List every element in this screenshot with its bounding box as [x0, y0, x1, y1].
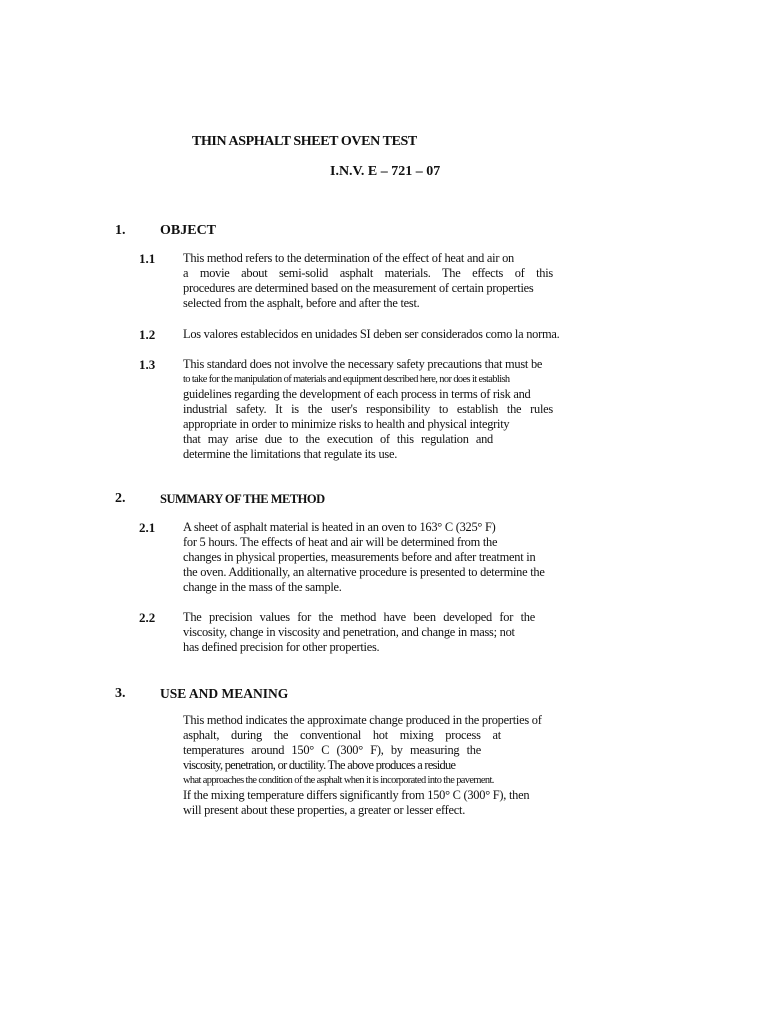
section-title: SUMMARY OF THE METHOD — [160, 492, 325, 506]
section-number: 2. — [115, 491, 126, 506]
subsection-number: 1.3 — [139, 357, 156, 372]
paragraph-line: This method indicates the approximate change produced in the properties of — [183, 713, 542, 727]
section-title: USE AND MEANING — [160, 686, 289, 701]
paragraph-line: Los valores establecidos en unidades SI deben ser considerados como la norma. — [183, 327, 560, 341]
paragraph-line: determine the limitations that regulate its use. — [183, 447, 398, 461]
subsection-number: 1.1 — [139, 251, 156, 266]
paragraph-line: appropriate in order to minimize risks to health and physical integrity — [183, 417, 510, 431]
subsection-paragraph — [183, 520, 553, 595]
subsection-number: 1.2 — [139, 327, 156, 342]
section-title: OBJECT — [160, 223, 217, 238]
paragraph-line: a movie about semi-solid asphalt materials. The effects of this — [183, 266, 553, 280]
paragraph-line: This standard does not involve the necessary safety precautions that must be — [183, 357, 543, 371]
paragraph-line: change in the mass of the sample. — [183, 580, 342, 594]
paragraph-line: that may arise due to the execution of this regulation and — [183, 432, 493, 446]
subsection-number: 2.2 — [139, 610, 156, 625]
paragraph-line: changes in physical properties, measurements before and after treatment in — [183, 550, 536, 564]
paragraph-line: The precision values for the method have been developed for the — [183, 610, 535, 624]
paragraph-line: viscosity, penetration, or ductility. The above produces a residue — [183, 758, 456, 772]
paragraph-line: for 5 hours. The effects of heat and air will be determined from the — [183, 535, 498, 549]
subsection-paragraph — [183, 357, 553, 462]
section-number: 3. — [115, 686, 126, 701]
paragraph-line: This method refers to the determination of the effect of heat and air on — [183, 251, 514, 265]
section-paragraph — [183, 713, 559, 818]
paragraph-line: the oven. Additionally, an alternative procedure is presented to determine the — [183, 565, 545, 579]
paragraph-line: what approaches the condition of the asphalt when it is incorporated into the pavement. — [183, 775, 494, 786]
paragraph-line: industrial safety. It is the user's responsibility to establish the rules — [183, 402, 553, 416]
subsection-paragraph — [183, 251, 553, 311]
subsection-number: 2.1 — [139, 520, 156, 535]
paragraph-line: procedures are determined based on the measurement of certain properties — [183, 281, 534, 295]
paragraph-line: selected from the asphalt, before and after the test. — [183, 296, 420, 310]
paragraph-line: If the mixing temperature differs significantly from 150° C (300° F), then — [183, 788, 530, 802]
paragraph-line: to take for the manipulation of materials and equipment described here, nor does it establish — [183, 374, 510, 385]
paragraph-line: asphalt, during the conventional hot mixing process at — [183, 728, 501, 742]
paragraph-line: has defined precision for other properties. — [183, 640, 380, 654]
paragraph-line: temperatures around 150° C (300° F), by measuring the — [183, 743, 481, 757]
paragraph-line: will present about these properties, a greater or lesser effect. — [183, 803, 466, 817]
document-title: THIN ASPHALT SHEET OVEN TEST — [192, 134, 417, 149]
section-number: 1. — [115, 223, 126, 238]
paragraph-line: guidelines regarding the development of each process in terms of risk and — [183, 387, 531, 401]
paragraph-line: A sheet of asphalt material is heated in an oven to 163° C (325° F) — [183, 520, 496, 534]
document-code: I.N.V. E – 721 – 07 — [330, 164, 441, 179]
subsection-paragraph — [183, 327, 593, 342]
subsection-paragraph — [183, 610, 535, 655]
paragraph-line: viscosity, change in viscosity and penetration, and change in mass; not — [183, 625, 515, 639]
